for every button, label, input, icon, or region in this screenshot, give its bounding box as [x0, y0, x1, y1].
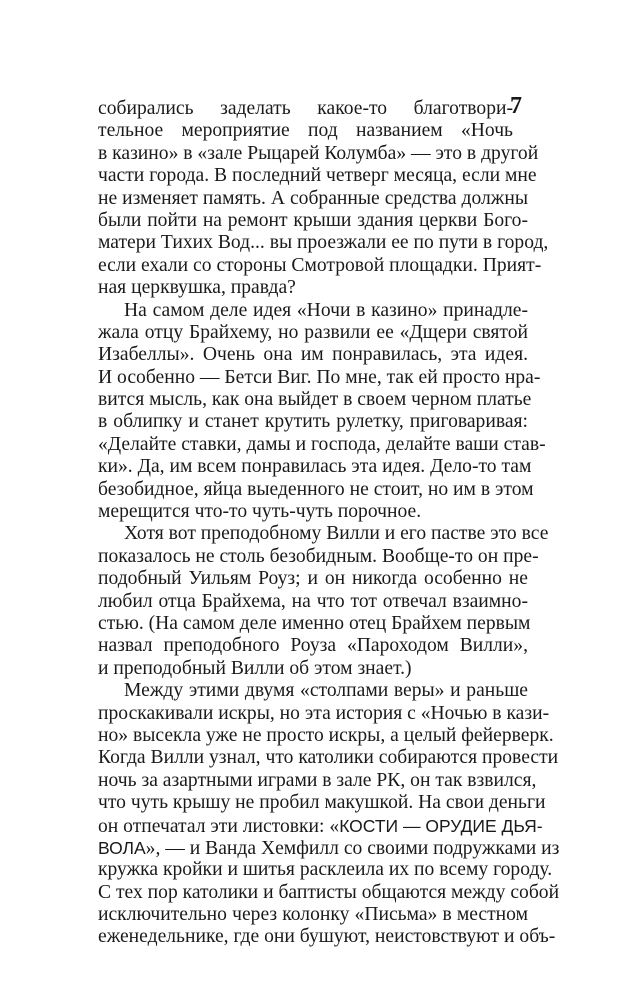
text-line: но» высекла уже не просто искры, а целый фейерверк.	[98, 724, 554, 746]
text-line: ная церквушка, правда?	[98, 277, 296, 299]
text-line: матери Тихих Вод... вы проезжали ее по пути в город,	[98, 232, 549, 254]
text-line: в облипку и станет крутить рулетку, приговаривая:	[98, 411, 528, 433]
leaflet-slogan: ВОЛА	[98, 837, 146, 858]
text-fragment: », — и Ванда Хемфилл со своими подружками из	[145, 837, 560, 859]
text-line: тельное мероприятие под названием «Ночь	[98, 120, 513, 142]
text-line: Изабеллы». Очень она им понравилась, эта идея.	[98, 344, 528, 366]
text-line: С тех пор католики и баптисты общаются между собой	[98, 881, 560, 903]
text-line: жала отцу Брайхему, но развили ее «Дщери святой	[98, 321, 528, 343]
text-line: кружка кройки и шитья расклеила их по всему городу.	[98, 859, 553, 881]
text-line: проскакивали искры, но эта история с «Ночью в кази-	[98, 702, 550, 724]
text-line: вится мысль, как она выйдет в своем черном платье	[98, 389, 532, 411]
text-line: были пойти на ремонт крыши здания церкви Бого-	[98, 209, 528, 231]
text-line: назвал преподобного Роуза «Пароходом Вилли»,	[98, 635, 528, 657]
paragraph-first-line: Хотя вот преподобному Вилли и его пастве это все	[124, 523, 549, 545]
text-line: еженедельнике, где они бушуют, неистовствуют и объ-	[98, 926, 556, 948]
text-line: части города. В последний четверг месяца, если мне	[98, 165, 537, 187]
text-line-with-leaflet-quote	[98, 837, 560, 859]
text-line: в казино» в «зале Рыцарей Колумба» — это в другой	[98, 142, 539, 164]
text-line: ночь за азартными играми в зале РК, он так взвился,	[98, 769, 537, 791]
text-line: и преподобный Вилли об этом знает.)	[98, 657, 412, 679]
text-line: стью. (На самом деле именно отец Брайхем первым	[98, 612, 531, 634]
text-line: Когда Вилли узнал, что католики собираются провести	[98, 747, 559, 769]
text-fragment: он отпечатал эти листовки: «	[98, 815, 340, 837]
text-line: не изменяет память. А собранные средства должны	[98, 187, 528, 209]
leaflet-slogan: КОСТИ — ОРУДИЕ ДЬЯ-	[339, 815, 543, 836]
text-line: исключительно через колонку «Письма» в местном	[98, 904, 528, 926]
text-line: собирались заделать какое-то благотвори-	[98, 98, 513, 119]
text-line-with-leaflet-quote	[98, 815, 543, 837]
text-line: любил отца Брайхема, на что тот отвечал взаимно-	[98, 590, 528, 612]
text-line: мерещится что-то чуть-чуть порочное.	[98, 501, 422, 523]
body-text	[98, 98, 560, 949]
text-line: безобидное, яйца выеденного не стоит, но им в этом	[98, 478, 534, 500]
text-line: если ехали со стороны Смотровой площадки. Прият-	[98, 254, 542, 276]
text-line: ки». Да, им всем понравилась эта идея. Дело-то там	[98, 456, 532, 478]
text-line: показалось не столь безобидным. Вообще-то он пре-	[98, 545, 539, 567]
text-line: что чуть крышу не пробил макушкой. На свои деньги	[98, 792, 546, 814]
paragraph-first-line: На самом деле идея «Ночи в казино» принадле-	[124, 299, 528, 321]
page-number: 7	[510, 93, 522, 119]
paragraph-first-line: Между этими двумя «столпами веры» и раньше	[124, 680, 528, 702]
text-line: «Делайте ставки, дамы и господа, делайте ваши став-	[98, 433, 546, 455]
text-line: И особенно — Бетси Виг. По мне, так ей просто нра-	[98, 366, 541, 388]
text-line: подобный Уильям Роуз; и он никогда особенно не	[98, 568, 528, 590]
